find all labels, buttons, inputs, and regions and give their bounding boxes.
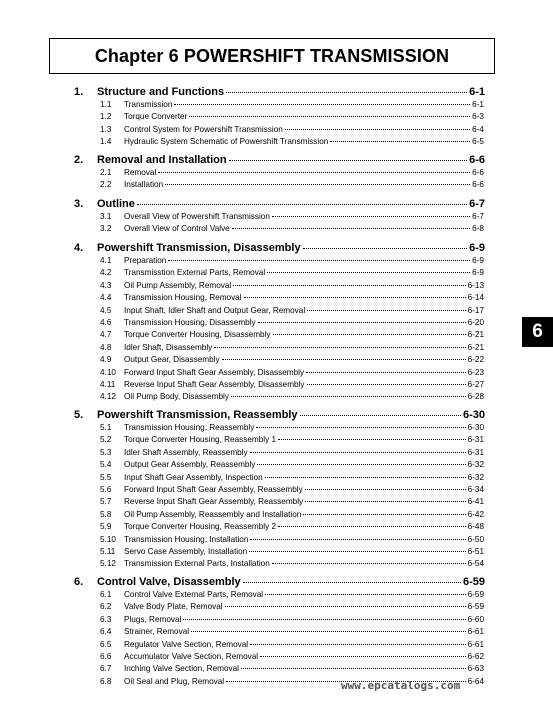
toc-item (100, 112, 484, 121)
item-title: Preparation (124, 256, 167, 265)
dot-leader (306, 372, 466, 373)
watermark: www.epcatalogs.com (341, 679, 461, 692)
item-number: 1.3 (100, 124, 112, 134)
chapter-title: Chapter 6 POWERSHIFT TRANSMISSION (94, 45, 450, 66)
section-title: Structure and Functions (97, 86, 225, 98)
toc-item (100, 547, 484, 556)
item-number: 4.7 (100, 330, 112, 340)
section-title: Control Valve, Disassembly (97, 576, 241, 588)
dot-leader (272, 563, 466, 564)
item-title: Valve Body Plate, Removal (124, 602, 223, 612)
item-page: 6-17 (467, 305, 484, 315)
item-page: 6-5 (472, 137, 484, 147)
toc-item (100, 602, 484, 611)
toc-item (100, 664, 484, 673)
item-page: 6-14 (467, 293, 484, 303)
toc-item (100, 473, 484, 482)
item-page: 6-62 (467, 652, 484, 661)
item-page: 6-4 (472, 124, 484, 134)
item-title: Reverse Input Shaft Gear Assembly, Reassembly (124, 497, 304, 507)
item-title: Transmisstion External Parts, Removal (124, 268, 266, 278)
item-number: 6.6 (100, 652, 112, 661)
item-title: Control System for Powershift Transmission (124, 124, 283, 134)
dot-leader (250, 644, 466, 645)
item-number: 5.8 (100, 509, 112, 519)
dot-leader (258, 322, 466, 323)
item-title: Regulator Valve Section, Removal (124, 639, 249, 649)
section-number: 1. (74, 86, 84, 98)
item-title: Reverse Input Shaft Gear Assembly, Disassembly (124, 380, 305, 389)
item-page: 6-8 (472, 224, 484, 234)
section-number: 3. (74, 198, 84, 210)
item-number: 1.1 (100, 100, 112, 109)
dot-leader (249, 551, 465, 552)
item-number: 6.7 (100, 664, 112, 674)
item-title: Transmission (124, 100, 173, 109)
item-page: 6-31 (467, 435, 484, 445)
item-number: 5.1 (100, 423, 112, 432)
dot-leader (273, 334, 466, 335)
item-number: 3.2 (100, 224, 112, 234)
item-page: 6-27 (467, 380, 484, 389)
dot-leader (191, 631, 466, 632)
item-title: Hydraulic System Schematic of Powershift Transmission (124, 137, 329, 147)
item-number: 2.2 (100, 180, 112, 190)
dot-leader (305, 501, 465, 502)
section-page: 6-7 (469, 198, 485, 210)
item-page: 6-9 (472, 268, 484, 278)
dot-leader (225, 606, 466, 607)
item-number: 4.2 (100, 268, 112, 278)
dot-leader (183, 619, 465, 620)
item-page: 6-28 (467, 392, 484, 402)
toc-item (100, 640, 484, 649)
item-number: 5.9 (100, 522, 112, 532)
item-page: 6-34 (467, 485, 484, 494)
dot-leader (189, 116, 470, 117)
section-page: 6-30 (462, 409, 485, 421)
dot-leader (226, 92, 467, 93)
item-page: 6-7 (472, 212, 484, 221)
dot-leader (165, 184, 470, 185)
item-page: 6-23 (467, 367, 484, 377)
dot-leader (285, 129, 470, 130)
item-page: 6-60 (467, 614, 484, 624)
item-title: Output Gear Assembly, Reassembly (124, 460, 256, 470)
item-title: Overall View of Control Valve (124, 224, 230, 234)
item-page: 6-59 (467, 590, 484, 599)
item-title: Torque Converter (124, 112, 188, 122)
section-number: 5. (74, 409, 84, 421)
item-page: 6-41 (467, 497, 484, 507)
toc-item (100, 535, 484, 544)
dot-leader (232, 228, 470, 229)
item-page: 6-21 (467, 330, 484, 340)
toc-item (100, 281, 484, 290)
item-number: 6.5 (100, 639, 112, 649)
toc-item (100, 212, 484, 221)
dot-leader (231, 396, 466, 397)
item-title: Control Valve External Parts, Removal (124, 590, 264, 599)
toc-section (74, 409, 485, 421)
toc-item (100, 627, 484, 636)
toc-item (100, 392, 484, 401)
item-page: 6-42 (467, 509, 484, 519)
chapter-tab: 6 (522, 317, 553, 347)
item-title: Strainer, Removal (124, 627, 190, 637)
section-number: 6. (74, 576, 84, 588)
dot-leader (244, 297, 466, 298)
item-number: 4.9 (100, 355, 112, 365)
item-page: 6-59 (467, 602, 484, 612)
item-title: Overall View of Powershift Transmission (124, 212, 270, 221)
toc-item (100, 256, 484, 265)
section-title: Powershift Transmission, Reassembly (97, 409, 298, 421)
item-number: 6.2 (100, 602, 112, 612)
section-page: 6-9 (469, 242, 485, 254)
toc-item (100, 268, 484, 277)
item-page: 6-32 (467, 460, 484, 470)
item-title: Oil Seal and Plug, Removal (124, 676, 225, 686)
item-page: 6-30 (467, 423, 484, 432)
item-number: 4.12 (100, 392, 116, 402)
item-title: Transmission External Parts, Installation (124, 559, 270, 569)
item-number: 6.8 (100, 676, 112, 686)
toc-section (74, 86, 485, 98)
item-page: 6-21 (467, 342, 484, 352)
item-number: 4.11 (100, 380, 116, 389)
item-title: Plugs, Removal (124, 614, 182, 624)
item-page: 6-54 (467, 559, 484, 569)
item-number: 5.7 (100, 497, 112, 507)
item-number: 5.2 (100, 435, 112, 445)
section-title: Powershift Transmission, Disassembly (97, 242, 301, 254)
chapter-title-box (49, 38, 495, 74)
item-number: 3.1 (100, 212, 112, 221)
item-number: 4.6 (100, 318, 112, 327)
dot-leader (303, 248, 468, 249)
toc-item (100, 355, 484, 364)
item-page: 6-51 (467, 547, 484, 556)
toc-item (100, 318, 484, 327)
item-number: 6.4 (100, 627, 112, 637)
toc-item (100, 423, 484, 432)
item-title: Idler Shaft Assembly, Reassembly (124, 447, 248, 457)
item-number: 4.3 (100, 280, 112, 290)
item-number: 5.3 (100, 447, 112, 457)
item-number: 6.3 (100, 614, 112, 624)
toc-item (100, 330, 484, 339)
toc-item (100, 368, 484, 377)
item-page: 6-6 (472, 180, 484, 190)
dot-leader (222, 359, 466, 360)
item-title: Idler Shaft, Disassembly (124, 342, 213, 352)
toc-item (100, 497, 484, 506)
item-number: 4.8 (100, 342, 112, 352)
item-title: Input Shaft Gear Assembly, Inspection (124, 472, 263, 482)
section-number: 4. (74, 242, 84, 254)
item-number: 5.11 (100, 547, 116, 556)
item-title: Input Shaft, Idler Shaft and Output Gear, Removal (124, 305, 306, 315)
toc-item (100, 137, 484, 146)
item-number: 5.12 (100, 559, 116, 569)
toc-item (100, 168, 484, 177)
item-page: 6-1 (472, 100, 484, 109)
toc-item (100, 460, 484, 469)
item-page: 6-20 (467, 318, 484, 327)
dot-leader (272, 216, 470, 217)
item-title: Oil Pump Assembly, Reassembly and Installation (124, 509, 302, 519)
toc-item (100, 485, 484, 494)
item-title: Torque Converter Housing, Reassembly 2 (124, 522, 276, 532)
item-title: Installation (124, 180, 164, 190)
item-title: Torque Converter Housing, Disassembly (124, 330, 271, 340)
section-page: 6-59 (462, 576, 485, 588)
toc-section (74, 576, 485, 588)
item-title: Forward Input Shaft Gear Assembly, Reassembly (124, 485, 303, 494)
dot-leader (174, 104, 470, 105)
item-number: 1.4 (100, 137, 112, 147)
item-number: 5.5 (100, 472, 112, 482)
dot-leader (278, 439, 466, 440)
dot-leader (278, 526, 466, 527)
item-title: Output Gear, Disassembly (124, 355, 220, 365)
section-number: 2. (74, 154, 84, 166)
item-title: Transmission Housing, Removal (124, 293, 242, 303)
dot-leader (256, 427, 465, 428)
item-number: 4.4 (100, 293, 112, 303)
dot-leader (300, 415, 461, 416)
item-number: 4.10 (100, 367, 116, 377)
dot-leader (158, 172, 470, 173)
toc-section (74, 242, 485, 254)
item-title: Transmission Housing, Reassembly (124, 423, 255, 432)
item-title: Transmission Housing, Disassembly (124, 318, 256, 327)
toc-item (100, 510, 484, 519)
dot-leader (250, 452, 466, 453)
item-page: 6-32 (467, 472, 484, 482)
item-title: Transmission Housing, Installation (124, 534, 249, 544)
dot-leader (229, 160, 468, 161)
item-page: 6-22 (467, 355, 484, 365)
section-page: 6-1 (469, 86, 485, 98)
toc-item (100, 306, 484, 315)
toc-item (100, 125, 484, 134)
toc-item (100, 522, 484, 531)
item-title: Oil Pump Body, Disassembly (124, 392, 229, 402)
item-title: Removal (124, 168, 157, 177)
toc-item (100, 559, 484, 568)
item-number: 5.10 (100, 534, 116, 544)
toc-item (100, 293, 484, 302)
item-page: 6-9 (472, 256, 484, 265)
dot-leader (307, 310, 465, 311)
item-page: 6-63 (467, 664, 484, 674)
dot-leader (257, 464, 465, 465)
item-number: 6.1 (100, 590, 112, 599)
toc-item (100, 380, 484, 389)
section-title: Removal and Installation (97, 154, 227, 166)
item-number: 5.6 (100, 485, 112, 494)
dot-leader (267, 272, 470, 273)
item-title: Accumulator Valve Section, Removal (124, 652, 259, 661)
dot-leader (260, 656, 466, 657)
item-number: 1.2 (100, 112, 112, 122)
toc-item (100, 652, 484, 661)
dot-leader (303, 514, 465, 515)
dot-leader (214, 347, 465, 348)
dot-leader (307, 384, 466, 385)
item-page: 6-64 (467, 676, 484, 686)
toc-item (100, 343, 484, 352)
dot-leader (330, 141, 470, 142)
toc-item (100, 448, 484, 457)
item-page: 6-13 (467, 280, 484, 290)
item-page: 6-61 (467, 627, 484, 637)
dot-leader (137, 204, 467, 205)
section-page: 6-6 (469, 154, 485, 166)
toc-section (74, 154, 485, 166)
item-page: 6-31 (467, 447, 484, 457)
dot-leader (168, 260, 470, 261)
dot-leader (265, 477, 466, 478)
item-page: 6-61 (467, 639, 484, 649)
item-number: 2.1 (100, 168, 112, 177)
toc-item (100, 180, 484, 189)
dot-leader (233, 285, 465, 286)
item-page: 6-50 (467, 534, 484, 544)
toc-item (100, 435, 484, 444)
dot-leader (243, 582, 461, 583)
item-title: Forward Input Shaft Gear Assembly, Disassembly (124, 367, 305, 377)
dot-leader (250, 539, 465, 540)
toc-item (100, 615, 484, 624)
item-title: Torque Converter Housing, Reassembly 1 (124, 435, 276, 445)
item-number: 4.5 (100, 305, 112, 315)
dot-leader (265, 594, 466, 595)
item-title: Inching Valve Section, Removal (124, 664, 239, 674)
item-page: 6-48 (467, 522, 484, 532)
dot-leader (241, 668, 466, 669)
item-title: Servo Case Assembly, Installation (124, 547, 248, 556)
toc-item (100, 224, 484, 233)
item-title: Oil Pump Assembly, Removal (124, 280, 232, 290)
item-page: 6-6 (472, 168, 484, 177)
toc-item (100, 100, 484, 109)
section-title: Outline (97, 198, 135, 210)
item-page: 6-3 (472, 112, 484, 122)
toc-item (100, 590, 484, 599)
item-number: 5.4 (100, 460, 112, 470)
dot-leader (305, 489, 466, 490)
item-number: 4.1 (100, 256, 112, 265)
toc-section (74, 198, 485, 210)
